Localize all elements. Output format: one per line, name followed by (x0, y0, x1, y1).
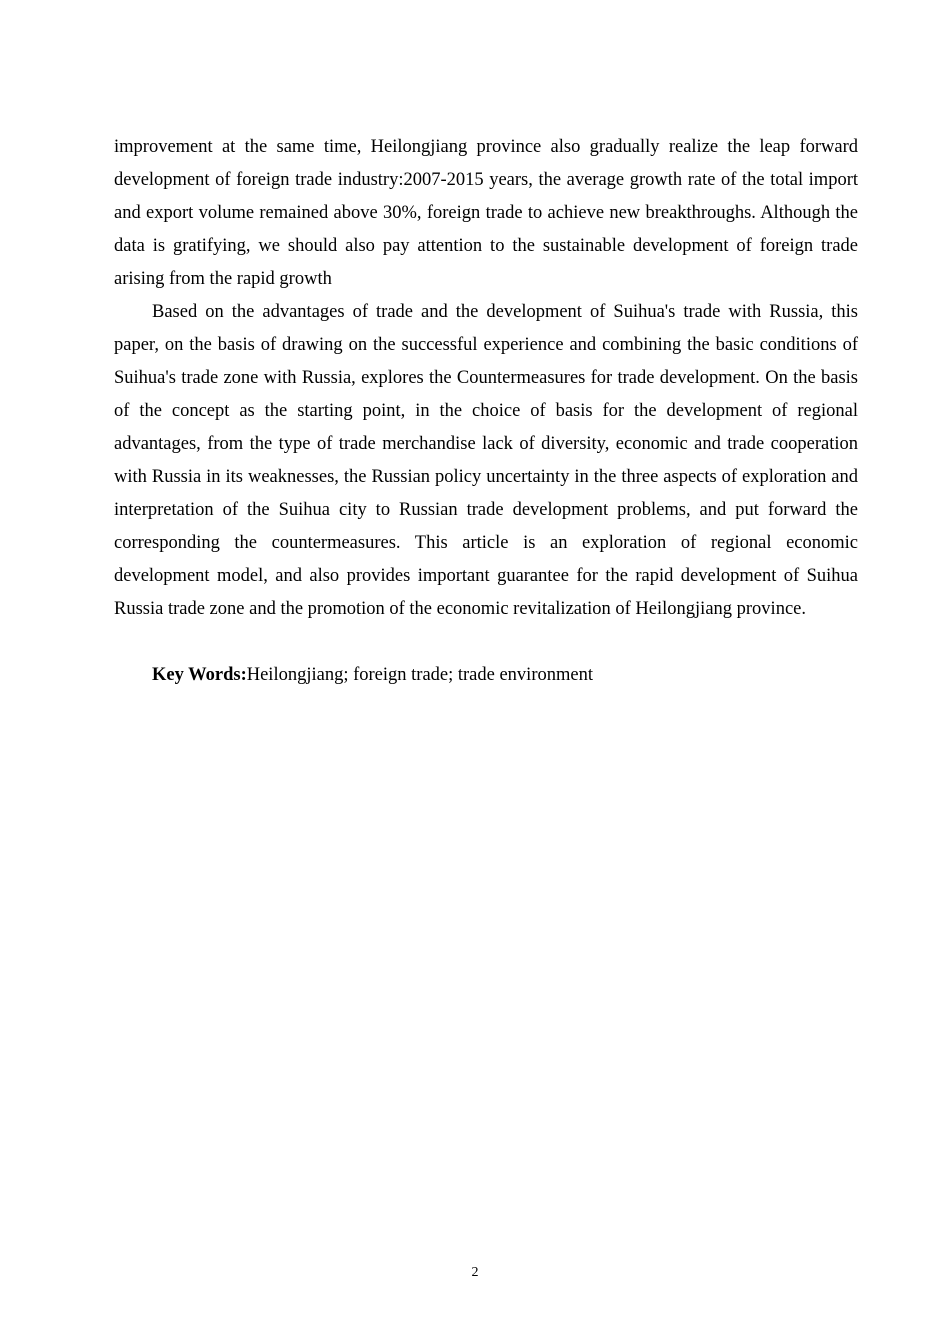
paragraph-continuation: improvement at the same time, Heilongjiang province also gradually realize the leap forward development of foreign trade industry:2007-2015 years, the average growth rate of the total import and export volume remained above 30%, foreign trade to achieve new breakthroughs. Although the data is gratifying, we should also pay attention to the sustainable development of foreign trade arising from the rapid growth (114, 137, 858, 289)
abstract-body (114, 131, 858, 692)
keywords-line (114, 659, 858, 692)
keywords-label: Key Words: (152, 665, 247, 685)
paragraph-main: Based on the advantages of trade and the development of Suihua's trade with Russia, this paper, on the basis of drawing on the successful experience and combining the basic conditions of Suihua's trade zone with Russia, explores the Countermeasures for trade development. On the basis of the concept as the starting point, in the choice of basis for the development of regional advantages, from the type of trade merchandise lack of diversity, economic and trade cooperation with Russia in its weaknesses, the Russian policy uncertainty in the three aspects of exploration and interpretation of the Suihua city to Russian trade development problems, and put forward the corresponding the countermeasures. This article is an exploration of regional economic development model, and also provides important guarantee for the rapid development of Suihua Russia trade zone and the promotion of the economic revitalization of Heilongjiang province. (114, 302, 858, 619)
page-number: 2 (471, 1265, 479, 1280)
keywords-value: Heilongjiang; foreign trade; trade environment (246, 665, 593, 685)
